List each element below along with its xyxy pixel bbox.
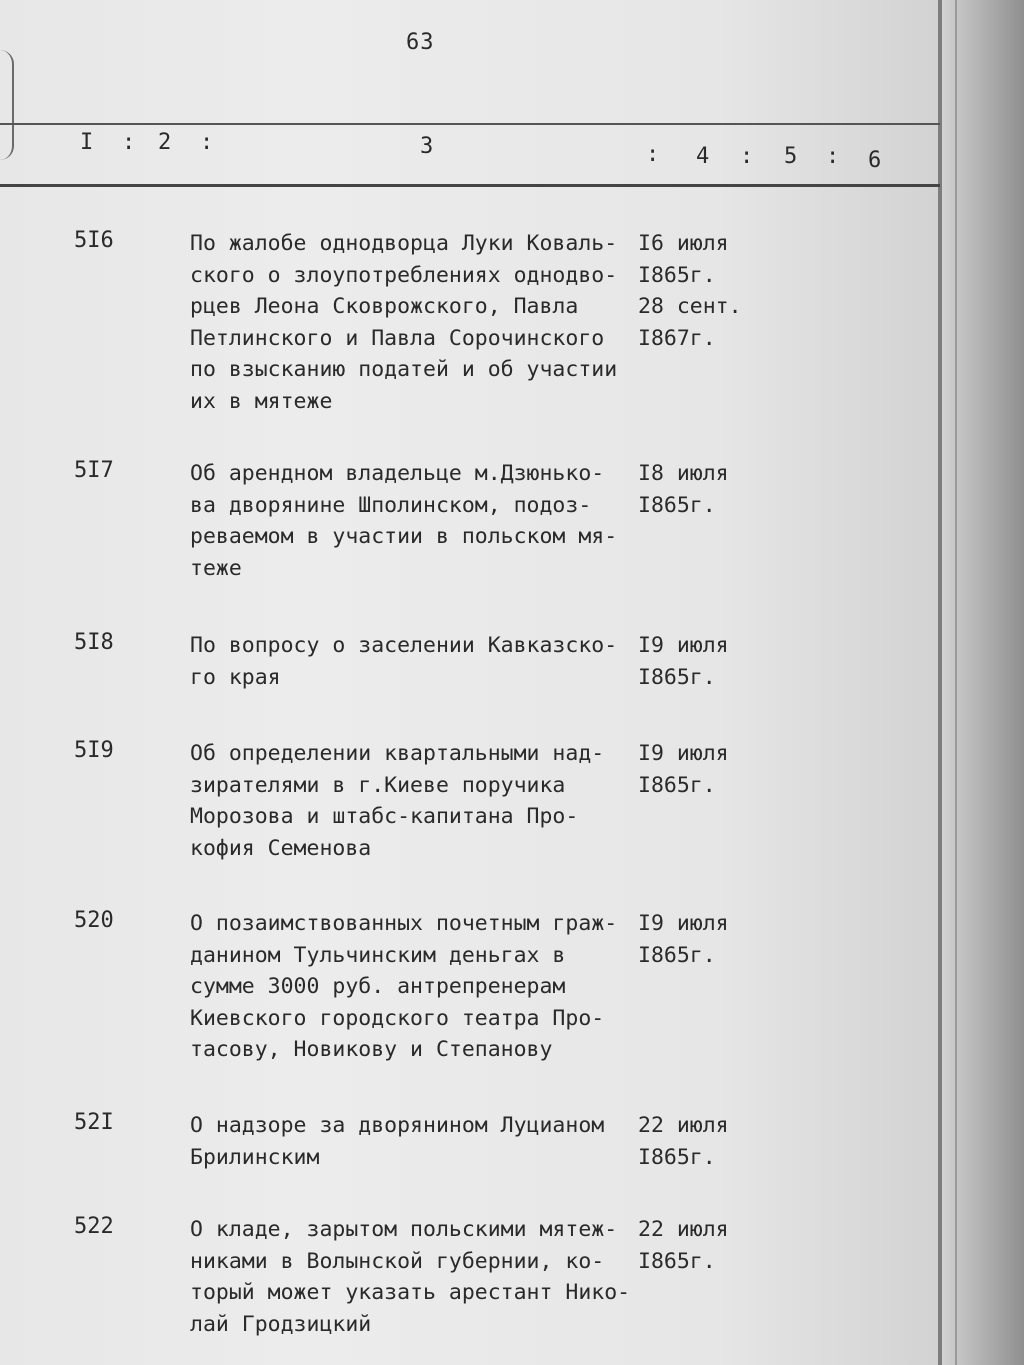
description-line: никами в Волынской губернии, ко-	[190, 1248, 605, 1274]
date-line: I6 июля	[638, 231, 729, 256]
description-line: по взысканию податей и об участии	[190, 357, 618, 383]
column-header-6: 6	[868, 148, 882, 173]
column-header-4: 4	[696, 144, 710, 169]
description-line: реваемом в участии в польском мя-	[190, 524, 618, 550]
entry-description	[190, 1214, 635, 1340]
date-line: I865г.	[638, 664, 716, 690]
entry-description	[190, 228, 635, 418]
description-line: сумме 3000 руб. антрепренерам	[190, 974, 566, 1000]
entry-date	[638, 908, 729, 971]
column-header-2: 2	[158, 130, 172, 155]
date-line: I865г.	[638, 1144, 716, 1170]
entry-number: 5I9	[74, 738, 114, 763]
column-separator: :	[826, 144, 840, 169]
date-line: I867г.	[638, 325, 716, 351]
date-line: 22 июля	[638, 1113, 729, 1138]
entry-date	[638, 228, 742, 354]
date-line: I8 июля	[638, 461, 729, 486]
date-line: I9 июля	[638, 911, 729, 936]
description-line: го края	[190, 664, 281, 690]
description-line: По жалобе однодворца Луки Коваль-	[190, 231, 618, 256]
entry-number: 5I6	[74, 228, 114, 253]
description-line: О позаимствованных почетным граж-	[190, 911, 618, 936]
entry-date	[638, 738, 729, 801]
description-line: лай Гродзицкий	[190, 1311, 372, 1337]
description-line: зирателями в г.Киеве поручика	[190, 772, 566, 798]
description-line: торый может указать арестант Нико-	[190, 1280, 631, 1306]
description-line: О кладе, зарытом польскими мятеж-	[190, 1217, 618, 1242]
page-number: 63	[406, 30, 435, 55]
entry-number: 5I7	[74, 458, 114, 483]
header-rule-top	[0, 123, 940, 125]
description-line: Об определении квартальными над-	[190, 741, 605, 766]
column-header-3: 3	[420, 134, 434, 159]
date-line: I865г.	[638, 1248, 716, 1274]
column-separator: :	[200, 130, 214, 155]
column-separator: :	[740, 144, 754, 169]
column-separator: :	[122, 130, 136, 155]
entry-number: 52I	[74, 1110, 114, 1135]
date-line: 22 июля	[638, 1217, 729, 1242]
description-line: тасову, Новикову и Степанову	[190, 1037, 553, 1063]
entry-description	[190, 458, 635, 584]
entry-description	[190, 630, 635, 693]
column-header-1: I	[80, 130, 94, 155]
date-line: I865г.	[638, 492, 716, 518]
date-line: I865г.	[638, 772, 716, 798]
description-line: кофия Семенова	[190, 835, 372, 861]
description-line: Об арендном владельце м.Дзюнько-	[190, 461, 605, 486]
date-line: 28 сент.	[638, 294, 742, 320]
description-line: По вопросу о заселении Кавказско-	[190, 633, 618, 658]
entry-number: 520	[74, 908, 114, 933]
column-separator: :	[646, 142, 660, 167]
page-edge-shadow	[938, 0, 942, 1365]
entry-number: 522	[74, 1214, 114, 1239]
header-rule-bottom	[0, 184, 940, 187]
entry-date	[638, 630, 729, 693]
date-line: I865г.	[638, 262, 716, 288]
entry-description	[190, 738, 635, 864]
description-line: Морозова и штабс-капитана Про-	[190, 804, 579, 830]
description-line: Киевского городского театра Про-	[190, 1005, 605, 1031]
date-line: I865г.	[638, 942, 716, 968]
entry-description	[190, 1110, 635, 1173]
entry-date	[638, 458, 729, 521]
description-line: рцев Леона Сковрожского, Павла	[190, 294, 579, 320]
description-line: их в мятеже	[190, 388, 333, 414]
description-line: О надзоре за дворянином Луцианом	[190, 1113, 605, 1138]
description-line: данином Тульчинским деньгах в	[190, 942, 566, 968]
column-headers	[0, 130, 940, 180]
entry-date	[638, 1110, 729, 1173]
page-edge-line	[955, 0, 957, 1365]
description-line: теже	[190, 555, 242, 581]
entry-date	[638, 1214, 729, 1277]
description-line: ского о злоупотреблениях однодво-	[190, 262, 618, 288]
column-header-5: 5	[784, 144, 798, 169]
entry-description	[190, 908, 635, 1066]
entry-number: 5I8	[74, 630, 114, 655]
description-line: ва дворянине Шполинском, подоз-	[190, 492, 592, 518]
date-line: I9 июля	[638, 633, 729, 658]
date-line: I9 июля	[638, 741, 729, 766]
description-line: Брилинским	[190, 1144, 320, 1170]
description-line: Петлинского и Павла Сорочинского	[190, 325, 605, 351]
